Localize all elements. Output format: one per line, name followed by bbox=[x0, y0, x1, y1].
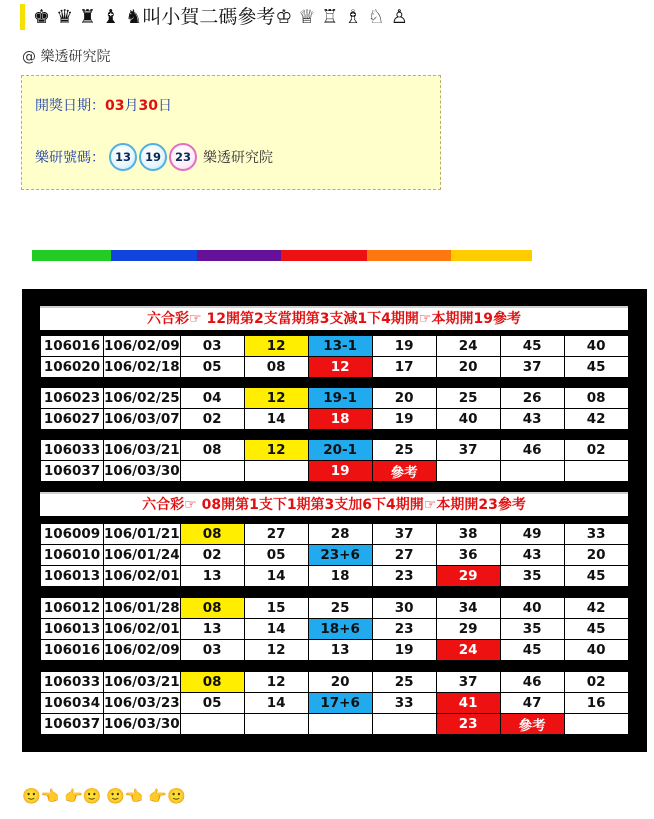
result-group-table bbox=[40, 671, 629, 735]
number-cell: 38 bbox=[436, 524, 500, 545]
number-cell: 23 bbox=[436, 714, 500, 735]
number-cell: 45 bbox=[500, 640, 564, 661]
draw-number-cell: 106037 bbox=[41, 461, 104, 482]
number-cell bbox=[308, 714, 372, 735]
rainbow-segment bbox=[111, 250, 197, 261]
draw-date-cell: 106/02/18 bbox=[104, 357, 181, 378]
draw-month: 03 bbox=[105, 98, 125, 114]
number-cell: 08 bbox=[180, 524, 244, 545]
number-cell: 37 bbox=[436, 672, 500, 693]
number-cell: 20 bbox=[564, 545, 628, 566]
number-cell: 29 bbox=[436, 566, 500, 587]
number-cell: 35 bbox=[500, 619, 564, 640]
table-row bbox=[41, 672, 629, 693]
number-cell: 40 bbox=[500, 598, 564, 619]
number-cell: 23 bbox=[372, 566, 436, 587]
number-cell: 19 bbox=[372, 409, 436, 430]
number-cell: 24 bbox=[436, 336, 500, 357]
table-row bbox=[41, 619, 629, 640]
footer-emoji: 🙂👈 👉🙂 🙂👈 👉🙂 bbox=[22, 787, 186, 805]
number-cell bbox=[500, 461, 564, 482]
result-group-table bbox=[40, 335, 629, 378]
draw-date-cell: 106/02/01 bbox=[104, 566, 181, 587]
draw-number-cell: 106013 bbox=[41, 566, 104, 587]
table-row bbox=[41, 409, 629, 430]
draw-date-cell: 106/02/01 bbox=[104, 619, 181, 640]
number-cell: 19 bbox=[372, 640, 436, 661]
number-cell: 46 bbox=[500, 440, 564, 461]
draw-date-cell: 106/01/28 bbox=[104, 598, 181, 619]
draw-day: 30 bbox=[138, 98, 158, 114]
number-cell: 05 bbox=[180, 693, 244, 714]
lucky-numbers-label: 樂研號碼： bbox=[35, 150, 105, 166]
draw-number-cell: 106027 bbox=[41, 409, 104, 430]
draw-number-cell: 106023 bbox=[41, 388, 104, 409]
number-cell: 42 bbox=[564, 598, 628, 619]
rainbow-segment bbox=[197, 250, 281, 261]
rainbow-segment bbox=[281, 250, 367, 261]
draw-number-cell: 106013 bbox=[41, 619, 104, 640]
draw-date-cell: 106/02/25 bbox=[104, 388, 181, 409]
number-cell: 13 bbox=[180, 566, 244, 587]
table-row bbox=[41, 524, 629, 545]
number-cell: 40 bbox=[564, 640, 628, 661]
number-cell bbox=[244, 461, 308, 482]
number-cell bbox=[564, 461, 628, 482]
number-cell: 13 bbox=[180, 619, 244, 640]
number-cell: 19 bbox=[372, 336, 436, 357]
number-cell: 03 bbox=[180, 336, 244, 357]
draw-number-cell: 106020 bbox=[41, 357, 104, 378]
number-cell: 24 bbox=[436, 640, 500, 661]
draw-date-cell: 106/02/09 bbox=[104, 640, 181, 661]
number-cell: 20 bbox=[308, 672, 372, 693]
result-group-table bbox=[40, 523, 629, 587]
number-cell: 03 bbox=[180, 640, 244, 661]
draw-date-cell: 106/03/21 bbox=[104, 440, 181, 461]
rainbow-segment bbox=[32, 250, 111, 261]
number-cell: 46 bbox=[500, 672, 564, 693]
number-cell: 12 bbox=[244, 440, 308, 461]
draw-number-cell: 106009 bbox=[41, 524, 104, 545]
section-header: 六合彩☞ 12開第2支當期第3支減1下4期開☞本期開19參考 bbox=[40, 306, 628, 330]
draw-number-cell: 106033 bbox=[41, 672, 104, 693]
number-cell: 40 bbox=[436, 409, 500, 430]
number-cell: 02 bbox=[180, 545, 244, 566]
draw-date-cell: 106/03/07 bbox=[104, 409, 181, 430]
number-cell: 33 bbox=[564, 524, 628, 545]
draw-number-cell: 106010 bbox=[41, 545, 104, 566]
draw-number-cell: 106033 bbox=[41, 440, 104, 461]
rainbow-segment bbox=[367, 250, 451, 261]
rainbow-segment bbox=[451, 250, 532, 261]
result-group-table bbox=[40, 439, 629, 482]
table-row bbox=[41, 598, 629, 619]
draw-date-cell: 106/01/24 bbox=[104, 545, 181, 566]
numbers-source: 樂透研究院 bbox=[203, 150, 273, 166]
number-cell: 18 bbox=[308, 566, 372, 587]
number-cell: 45 bbox=[500, 336, 564, 357]
number-cell: 08 bbox=[180, 440, 244, 461]
number-cell: 19 bbox=[308, 461, 372, 482]
number-cell: 13-1 bbox=[308, 336, 372, 357]
number-cell: 參考 bbox=[500, 714, 564, 735]
number-cell: 08 bbox=[180, 598, 244, 619]
table-row bbox=[41, 714, 629, 735]
number-cell: 27 bbox=[372, 545, 436, 566]
number-cell: 41 bbox=[436, 693, 500, 714]
draw-number-cell: 106016 bbox=[41, 640, 104, 661]
number-cell: 23 bbox=[372, 619, 436, 640]
table-row bbox=[41, 640, 629, 661]
number-cell: 28 bbox=[308, 524, 372, 545]
number-cell: 45 bbox=[564, 566, 628, 587]
number-ball: 19 bbox=[139, 143, 167, 171]
number-cell: 49 bbox=[500, 524, 564, 545]
number-cell: 25 bbox=[436, 388, 500, 409]
number-cell: 30 bbox=[372, 598, 436, 619]
number-cell: 05 bbox=[180, 357, 244, 378]
number-cell: 14 bbox=[244, 566, 308, 587]
number-cell: 25 bbox=[372, 440, 436, 461]
number-cell: 23+6 bbox=[308, 545, 372, 566]
number-cell: 08 bbox=[180, 672, 244, 693]
info-box bbox=[21, 75, 441, 190]
lucky-numbers-row bbox=[35, 142, 273, 172]
number-cell bbox=[180, 461, 244, 482]
month-unit: 月 bbox=[124, 98, 139, 114]
draw-date-cell: 106/01/21 bbox=[104, 524, 181, 545]
draw-date-label: 開獎日期： bbox=[35, 98, 105, 114]
number-cell: 34 bbox=[436, 598, 500, 619]
table-row bbox=[41, 693, 629, 714]
table-row bbox=[41, 461, 629, 482]
page-title: ♚ ♛ ♜ ♝ ♞叫小賀二碼參考♔ ♕ ♖ ♗ ♘ ♙ bbox=[20, 4, 408, 30]
number-cell: 26 bbox=[500, 388, 564, 409]
number-cell: 20 bbox=[436, 357, 500, 378]
number-cell: 12 bbox=[244, 672, 308, 693]
result-group-table bbox=[40, 597, 629, 661]
draw-number-cell: 106037 bbox=[41, 714, 104, 735]
number-cell bbox=[436, 461, 500, 482]
number-cell: 13 bbox=[308, 640, 372, 661]
number-cell: 14 bbox=[244, 693, 308, 714]
table-row bbox=[41, 440, 629, 461]
number-cell bbox=[564, 714, 628, 735]
number-cell: 40 bbox=[564, 336, 628, 357]
number-cell: 18 bbox=[308, 409, 372, 430]
draw-date-cell: 106/03/30 bbox=[104, 461, 181, 482]
result-group-table bbox=[40, 387, 629, 430]
draw-date-cell: 106/03/23 bbox=[104, 693, 181, 714]
number-cell: 20-1 bbox=[308, 440, 372, 461]
number-cell: 27 bbox=[244, 524, 308, 545]
number-cell: 02 bbox=[180, 409, 244, 430]
number-cell: 17 bbox=[372, 357, 436, 378]
number-cell: 37 bbox=[372, 524, 436, 545]
number-cell: 18+6 bbox=[308, 619, 372, 640]
draw-date-cell: 106/03/21 bbox=[104, 672, 181, 693]
number-cell: 02 bbox=[564, 672, 628, 693]
number-cell: 29 bbox=[436, 619, 500, 640]
draw-date-cell: 106/02/09 bbox=[104, 336, 181, 357]
number-cell: 37 bbox=[436, 440, 500, 461]
number-cell: 19-1 bbox=[308, 388, 372, 409]
draw-date bbox=[35, 95, 172, 115]
number-cell: 33 bbox=[372, 693, 436, 714]
number-cell: 45 bbox=[564, 357, 628, 378]
number-cell: 02 bbox=[564, 440, 628, 461]
number-cell: 08 bbox=[244, 357, 308, 378]
number-cell: 12 bbox=[244, 336, 308, 357]
number-cell: 08 bbox=[564, 388, 628, 409]
table-row bbox=[41, 545, 629, 566]
number-ball: 23 bbox=[169, 143, 197, 171]
number-cell: 12 bbox=[244, 640, 308, 661]
number-cell: 36 bbox=[436, 545, 500, 566]
table-row bbox=[41, 566, 629, 587]
rainbow-divider bbox=[32, 250, 532, 261]
results-panel bbox=[22, 289, 647, 752]
number-cell bbox=[180, 714, 244, 735]
number-cell: 35 bbox=[500, 566, 564, 587]
table-row bbox=[41, 357, 629, 378]
number-cell bbox=[372, 714, 436, 735]
draw-number-cell: 106016 bbox=[41, 336, 104, 357]
table-row bbox=[41, 388, 629, 409]
number-cell: 參考 bbox=[372, 461, 436, 482]
number-cell: 20 bbox=[372, 388, 436, 409]
number-cell: 14 bbox=[244, 409, 308, 430]
byline: @ 樂透研究院 bbox=[22, 49, 111, 65]
number-cell: 25 bbox=[308, 598, 372, 619]
number-cell: 45 bbox=[564, 619, 628, 640]
draw-number-cell: 106012 bbox=[41, 598, 104, 619]
number-cell bbox=[244, 714, 308, 735]
number-cell: 37 bbox=[500, 357, 564, 378]
number-cell: 17+6 bbox=[308, 693, 372, 714]
draw-date-cell: 106/03/30 bbox=[104, 714, 181, 735]
number-cell: 14 bbox=[244, 619, 308, 640]
number-ball: 13 bbox=[109, 143, 137, 171]
section-header: 六合彩☞ 08開第1支下1期第3支加6下4期開☞本期開23參考 bbox=[40, 492, 628, 516]
draw-number-cell: 106034 bbox=[41, 693, 104, 714]
number-cell: 15 bbox=[244, 598, 308, 619]
number-cell: 05 bbox=[244, 545, 308, 566]
number-cell: 43 bbox=[500, 409, 564, 430]
table-row bbox=[41, 336, 629, 357]
number-cell: 25 bbox=[372, 672, 436, 693]
number-cell: 47 bbox=[500, 693, 564, 714]
day-unit: 日 bbox=[157, 98, 172, 114]
number-cell: 43 bbox=[500, 545, 564, 566]
number-cell: 16 bbox=[564, 693, 628, 714]
number-cell: 12 bbox=[244, 388, 308, 409]
number-cell: 12 bbox=[308, 357, 372, 378]
number-cell: 04 bbox=[180, 388, 244, 409]
number-cell: 42 bbox=[564, 409, 628, 430]
